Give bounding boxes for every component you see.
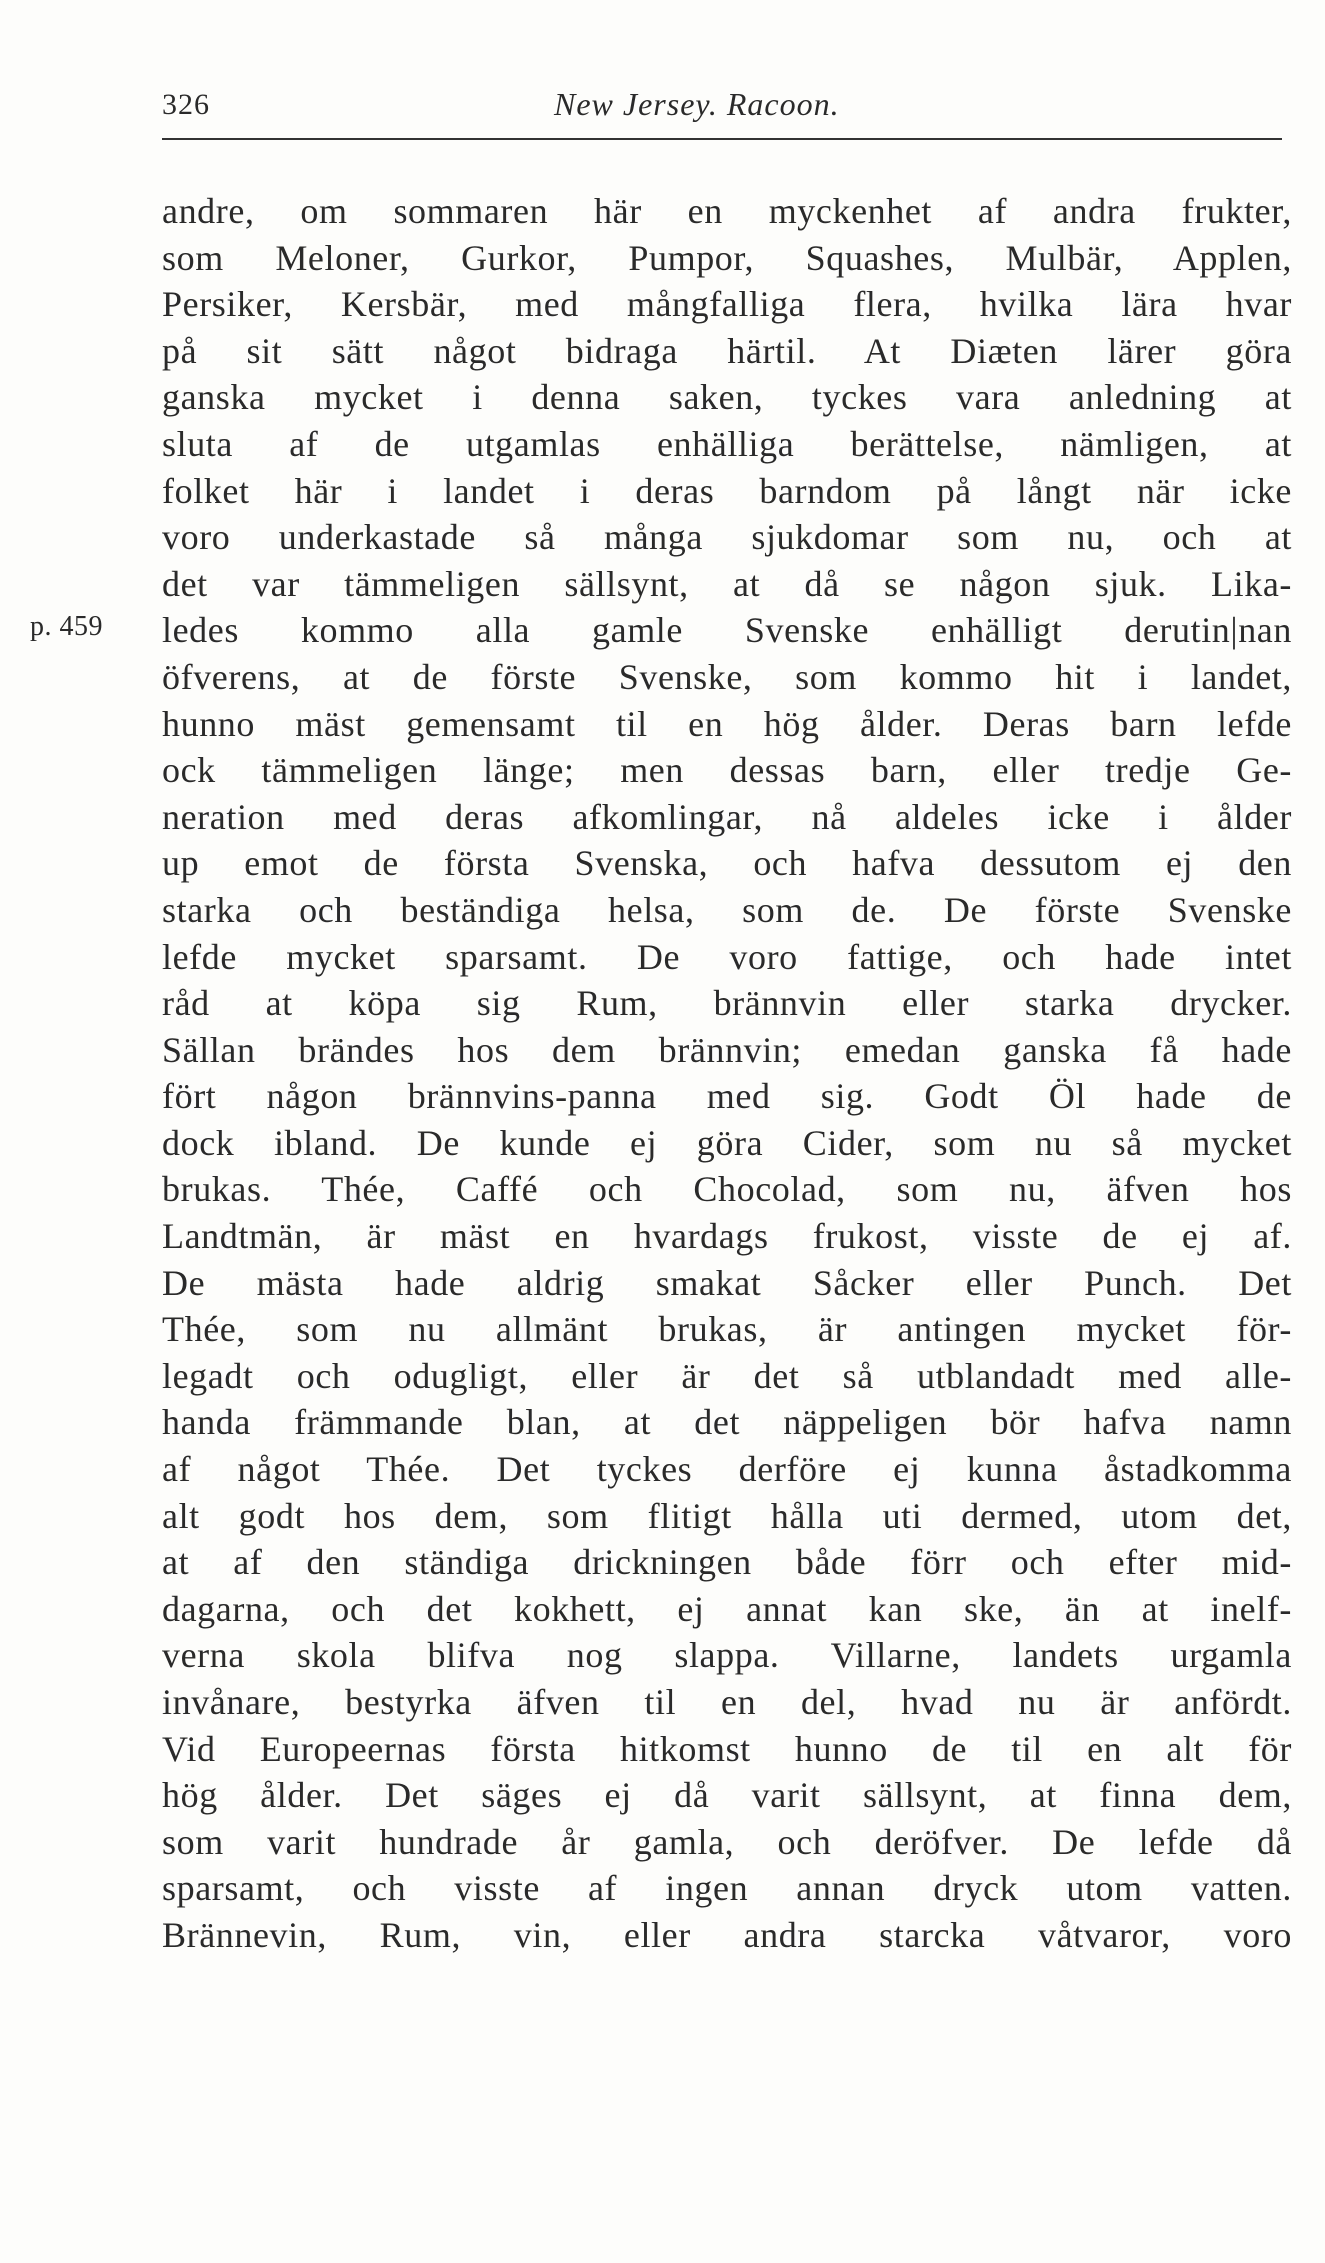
text-line: folket här i landet i deras barndom på långt när icke — [162, 470, 1292, 511]
text-line: öfverens, at de förste Svenske, som kommo hit i landet, — [162, 656, 1292, 697]
text-line: legadt och odugligt, eller är det så utblandadt med alle- — [162, 1355, 1292, 1396]
text-line: Landtmän, är mäst en hvardags frukost, visste de ej af. — [162, 1216, 1292, 1257]
running-title: New Jersey. Racoon. — [554, 86, 840, 122]
text-line: som varit hundrade år gamla, och deröfver. De lefde då — [162, 1821, 1292, 1862]
text-line: neration med deras afkomlingar, nå aldeles icke i ålder — [162, 796, 1292, 837]
text-line: af något Thée. Det tyckes derföre ej kunna åstadkomma — [162, 1449, 1292, 1490]
text-line: andre, om sommaren här en myckenhet af andra frukter, — [162, 191, 1292, 231]
page-header — [162, 82, 1282, 132]
text-line: ock tämmeligen länge; men dessas barn, eller tredje Ge- — [162, 750, 1292, 791]
text-line: det var tämmeligen sällsynt, at då se någon sjuk. Lika- — [162, 563, 1292, 604]
text-line: hög ålder. Det säges ej då varit sällsynt, at finna dem, — [162, 1775, 1292, 1816]
text-line: invånare, bestyrka äfven til en del, hvad nu är anfördt. — [162, 1682, 1292, 1722]
text-line: råd at köpa sig Rum, brännvin eller starka drycker. — [162, 983, 1292, 1024]
text-line: starka och beständiga helsa, som de. De förste Svenske — [162, 889, 1292, 930]
text-line: brukas. Thée, Caffé och Chocolad, som nu, äfven hos — [162, 1169, 1292, 1210]
text-line: De mästa hade aldrig smakat Såcker eller Punch. Det — [162, 1262, 1292, 1303]
text-line: handa främmande blan, at det näppeligen bör hafva namn — [162, 1402, 1292, 1443]
text-line: Thée, som nu allmänt brukas, är antingen mycket för- — [162, 1309, 1292, 1350]
text-line: at af den ständiga drickningen både förr och efter mid- — [162, 1542, 1292, 1583]
text-line: up emot de första Svenska, och hafva dessutom ej den — [162, 843, 1292, 884]
text-line: dagarna, och det kokhett, ej annat kan ske, än at inelf- — [162, 1588, 1292, 1629]
body-text — [162, 188, 1292, 1959]
text-line: fört någon brännvins-panna med sig. Godt Öl hade de — [162, 1076, 1292, 1117]
text-line: sluta af de utgamlas enhälliga berättelse, nämligen, at — [162, 423, 1292, 464]
text-line: dock ibland. De kunde ej göra Cider, som nu så mycket — [162, 1122, 1292, 1163]
margin-page-reference: p. 459 — [30, 611, 103, 643]
text-line: voro underkastade så många sjukdomar som nu, och at — [162, 517, 1292, 558]
text-line: som Meloner, Gurkor, Pumpor, Squashes, Mulbär, Applen, — [162, 237, 1292, 278]
text-line: hunno mäst gemensamt til en hög ålder. Deras barn lefde — [162, 703, 1292, 744]
text-line: Persiker, Kersbär, med mångfalliga flera, hvilka lära hvar — [162, 284, 1292, 325]
text-line: Brännevin, Rum, vin, eller andra starcka våtvaror, voro — [162, 1914, 1292, 1955]
text-line: lefde mycket sparsamt. De voro fattige, och hade intet — [162, 936, 1292, 977]
text-line: Vid Europeernas första hitkomst hunno de til en alt för — [162, 1728, 1292, 1769]
text-line: ledes kommo alla gamle Svenske enhälligt derutin|nan — [162, 610, 1292, 651]
text-line: sparsamt, och visste af ingen annan dryck utom vatten. — [162, 1868, 1292, 1909]
text-line: ganska mycket i denna saken, tyckes vara anledning at — [162, 377, 1292, 418]
header-rule — [162, 138, 1282, 140]
text-line: Sällan brändes hos dem brännvin; emedan ganska få hade — [162, 1029, 1292, 1070]
text-line: verna skola blifva nog slappa. Villarne, landets urgamla — [162, 1635, 1292, 1676]
text-line: på sit sätt något bidraga härtil. At Diæten lärer göra — [162, 330, 1292, 371]
page-number: 326 — [162, 88, 210, 121]
text-line: alt godt hos dem, som flitigt hålla uti dermed, utom det, — [162, 1495, 1292, 1536]
